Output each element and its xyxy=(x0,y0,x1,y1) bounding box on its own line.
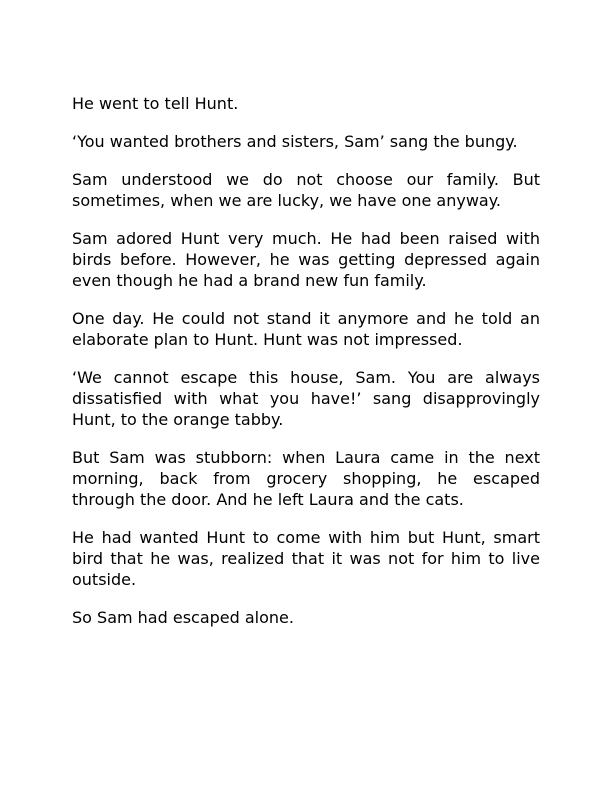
paragraph-6: ‘We cannot escape this house, Sam. You are always dissatisfied with what you have!’ sang disapprovingly Hunt, to the orange tabby. xyxy=(72,368,540,429)
paragraph-3: Sam understood we do not choose our family. But sometimes, when we are lucky, we have one anyway. xyxy=(72,170,540,210)
paragraph-4: Sam adored Hunt very much. He had been raised with birds before. However, he was getting depressed again even though he had a brand new fun family. xyxy=(72,229,540,290)
paragraph-7: But Sam was stubborn: when Laura came in the next morning, back from grocery shopping, he escaped through the door. And he left Laura and the cats. xyxy=(72,448,540,509)
paragraph-2: ‘You wanted brothers and sisters, Sam’ sang the bungy. xyxy=(72,132,518,151)
paragraph-5: One day. He could not stand it anymore and he told an elaborate plan to Hunt. Hunt was not impressed. xyxy=(72,309,540,349)
paragraph-8: He had wanted Hunt to come with him but Hunt, smart bird that he was, realized that it was not for him to live outside. xyxy=(72,528,540,589)
paragraph-1: He went to tell Hunt. xyxy=(72,94,239,113)
paragraph-9: So Sam had escaped alone. xyxy=(72,608,294,627)
page-body xyxy=(72,93,540,645)
